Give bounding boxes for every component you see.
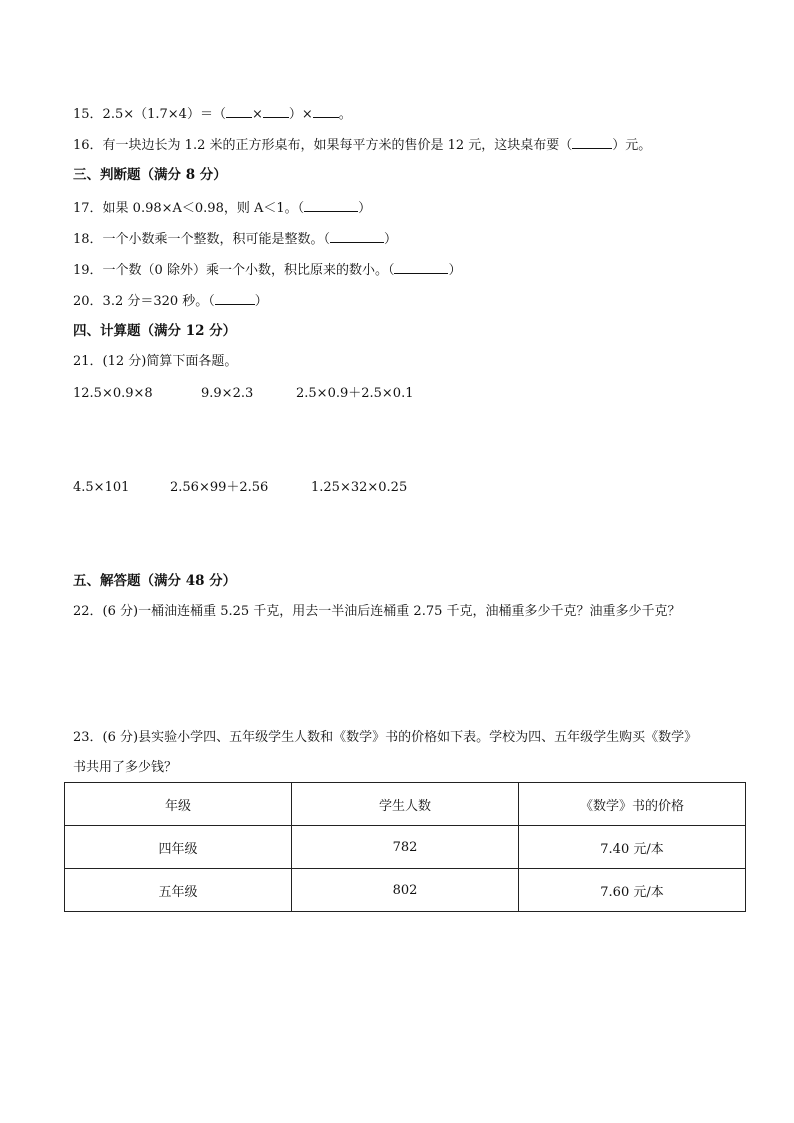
header-price: 《数学》书的价格 — [519, 783, 746, 826]
q18-blank[interactable] — [330, 229, 384, 243]
question-18 — [73, 229, 397, 249]
cell-grade: 五年级 — [65, 869, 292, 912]
calc-item: 12.5×0.9×8 — [73, 386, 153, 401]
q17-blank[interactable] — [304, 198, 358, 212]
cell-grade: 四年级 — [65, 826, 292, 869]
q16-end: ）元。 — [612, 138, 652, 153]
q15-blank-2[interactable] — [263, 104, 289, 118]
cell-price: 7.60 元/本 — [519, 869, 746, 912]
question-20 — [73, 291, 268, 311]
q15-times: × — [251, 107, 263, 122]
q21-row-1 — [73, 385, 413, 403]
section-4-title: 四、计算题（满分 12 分） — [73, 323, 237, 339]
section-3-title: 三、判断题（满分 8 分） — [73, 167, 227, 183]
calc-item: 9.9×2.3 — [201, 386, 254, 401]
calc-item: 2.56×99＋2.56 — [170, 480, 269, 495]
question-15 — [73, 104, 352, 124]
question-23-line-1: 23．(6 分)县实验小学四、五年级学生人数和《数学》书的价格如下表。学校为四、五年级学生购买《数学》 — [73, 730, 698, 745]
q20-text: 20．3.2 分＝320 秒。（ — [73, 294, 215, 309]
q18-text: 18．一个小数乘一个整数，积可能是整数。（ — [73, 232, 331, 247]
q20-end: ） — [254, 294, 268, 309]
calc-item: 4.5×101 — [73, 480, 130, 495]
q19-text: 19．一个数（0 除外）乘一个小数，积比原来的数小。（ — [73, 263, 395, 278]
q21-row-2 — [73, 479, 407, 497]
q16-text: 16．有一块边长为 1.2 米的正方形桌布，如果每平方米的售价是 12 元，这块桌布要（ — [73, 138, 573, 153]
price-table — [64, 782, 746, 912]
q19-end: ） — [448, 263, 462, 278]
q17-text: 17．如果 0.98×A＜0.98，则 A＜1。（ — [73, 201, 305, 216]
q20-blank[interactable] — [215, 291, 255, 305]
question-16 — [73, 135, 651, 155]
q15-mid: ）× — [288, 107, 313, 122]
table-row — [65, 826, 746, 869]
header-grade: 年级 — [65, 783, 292, 826]
table-header-row — [65, 783, 746, 826]
q15-prefix: 15．2.5×（1.7×4）＝（ — [73, 107, 226, 122]
calc-item: 1.25×32×0.25 — [311, 480, 408, 495]
header-students: 学生人数 — [292, 783, 519, 826]
cell-students: 782 — [292, 826, 519, 869]
q16-blank[interactable] — [572, 135, 612, 149]
q15-blank-3[interactable] — [313, 104, 339, 118]
q15-end: 。 — [338, 107, 352, 122]
cell-price: 7.40 元/本 — [519, 826, 746, 869]
question-23-line-2: 书共用了多少钱？ — [73, 760, 178, 775]
question-19 — [73, 260, 461, 280]
cell-students: 802 — [292, 869, 519, 912]
table-row — [65, 869, 746, 912]
question-17 — [73, 198, 371, 218]
q18-end: ） — [384, 232, 398, 247]
q15-blank-1[interactable] — [226, 104, 252, 118]
section-5-title: 五、解答题（满分 48 分） — [73, 573, 237, 589]
q19-blank[interactable] — [394, 260, 448, 274]
calc-item: 2.5×0.9＋2.5×0.1 — [296, 386, 414, 401]
q17-end: ） — [358, 201, 372, 216]
question-21: 21．(12 分)简算下面各题。 — [73, 354, 238, 369]
question-22: 22．(6 分)一桶油连桶重 5.25 千克，用去一半油后连桶重 2.75 千克，油桶重多少千克？油重多少千克？ — [73, 604, 681, 619]
